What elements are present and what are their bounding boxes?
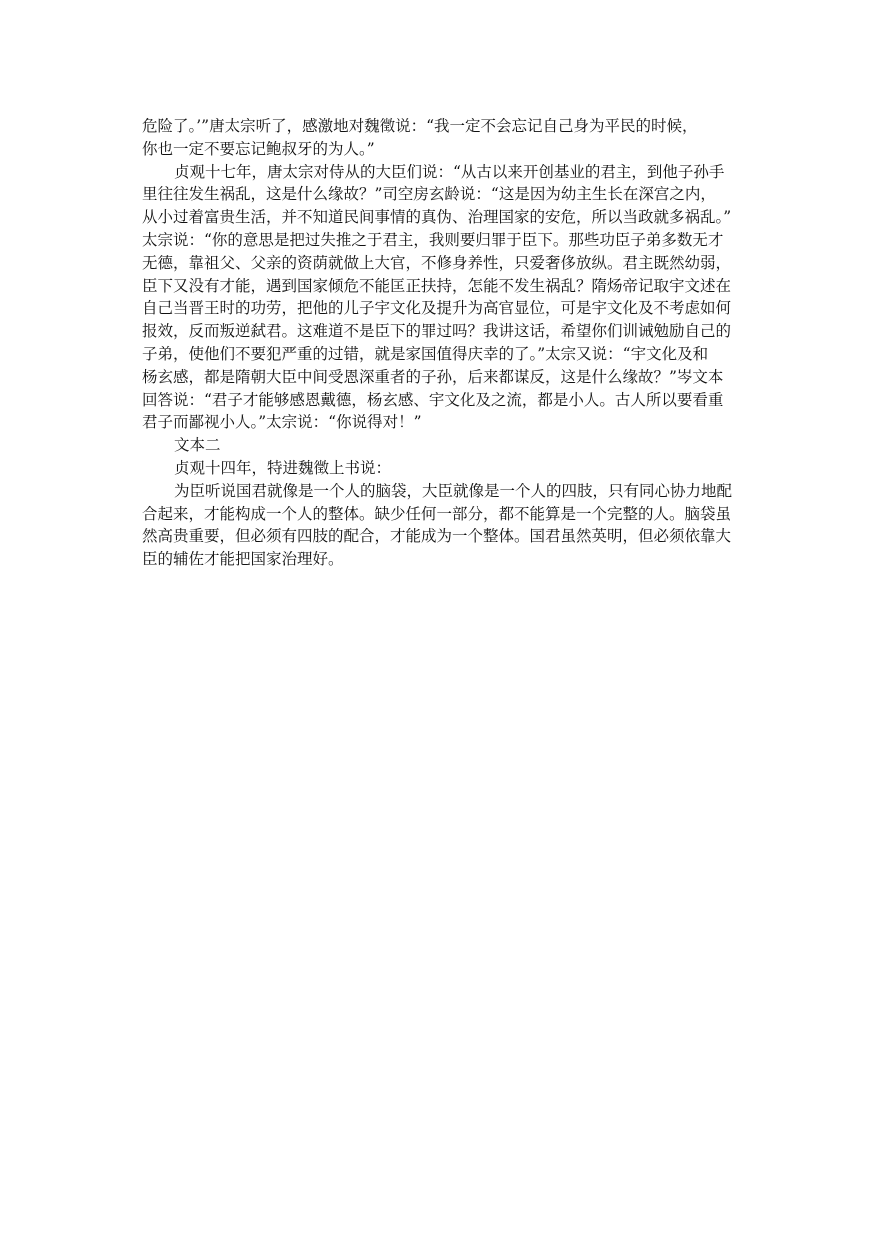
text-line: 君子而鄙视小人。”太宗说：“你说得对！” <box>142 413 422 432</box>
text-line: 从小过着富贵生活，并不知道民间事情的真伪、治理国家的安危，所以当政就多祸乱。” <box>142 208 732 227</box>
text-line: 贞观十四年，特进魏徵上书说： <box>174 458 392 477</box>
text-line: 杨玄感，都是隋朝大臣中间受恩深重者的子孙，后来都谋反，这是什么缘故？”岑文本 <box>142 367 724 386</box>
text-line: 回答说：“君子才能够感恩戴德，杨玄感、宇文化及之流，都是小人。古人所以要看重 <box>142 390 724 409</box>
text-line: 里往往发生祸乱，这是什么缘故？”司空房玄龄说：“这是因为幼主生长在深宫之内， <box>142 185 716 204</box>
text-line: 自己当晋王时的功劳，把他的儿子宇文化及提升为高官显位，可是宇文化及不考虑如何 <box>142 299 732 318</box>
text-line: 无德，靠祖父、父亲的资荫就做上大官，不修身养性，只爱奢侈放纵。君主既然幼弱， <box>142 253 732 272</box>
text-line: 为臣听说国君就像是一个人的脑袋，大臣就像是一个人的四肢，只有同心协力地配 <box>174 481 733 500</box>
section-heading: 文本二 <box>174 436 221 455</box>
text-line: 臣下又没有才能，遇到国家倾危不能匡正扶持，怎能不发生祸乱？隋炀帝记取宇文述在 <box>142 276 732 295</box>
text-line: 然高贵重要，但必须有四肢的配合，才能成为一个整体。国君虽然英明，但必须依靠大 <box>142 527 732 546</box>
document-body <box>142 115 786 571</box>
text-line: 子弟，使他们不要犯严重的过错，就是家国值得庆幸的了。”太宗又说：“宇文化及和 <box>142 344 709 363</box>
text-line: 合起来，才能构成一个人的整体。缺少任何一部分，都不能算是一个完整的人。脑袋虽 <box>142 504 732 523</box>
text-line: 危险了。’”唐太宗听了，感激地对魏徵说：“我一定不会忘记自己身为平民的时候， <box>142 117 698 135</box>
text-line: 报效，反而叛逆弑君。这难道不是臣下的罪过吗？我讲这话，希望你们训诫勉励自己的 <box>142 322 732 341</box>
text-line: 太宗说：“你的意思是把过失推之于君主，我则要归罪于臣下。那些功臣子弟多数无才 <box>142 230 724 249</box>
text-line: 贞观十七年，唐太宗对侍从的大臣们说：“从古以来开创基业的君主，到他子孙手 <box>174 162 725 181</box>
text-line: 臣的辅佐才能把国家治理好。 <box>142 550 344 569</box>
text-line: 你也一定不要忘记鲍叔牙的为人。” <box>142 139 375 158</box>
